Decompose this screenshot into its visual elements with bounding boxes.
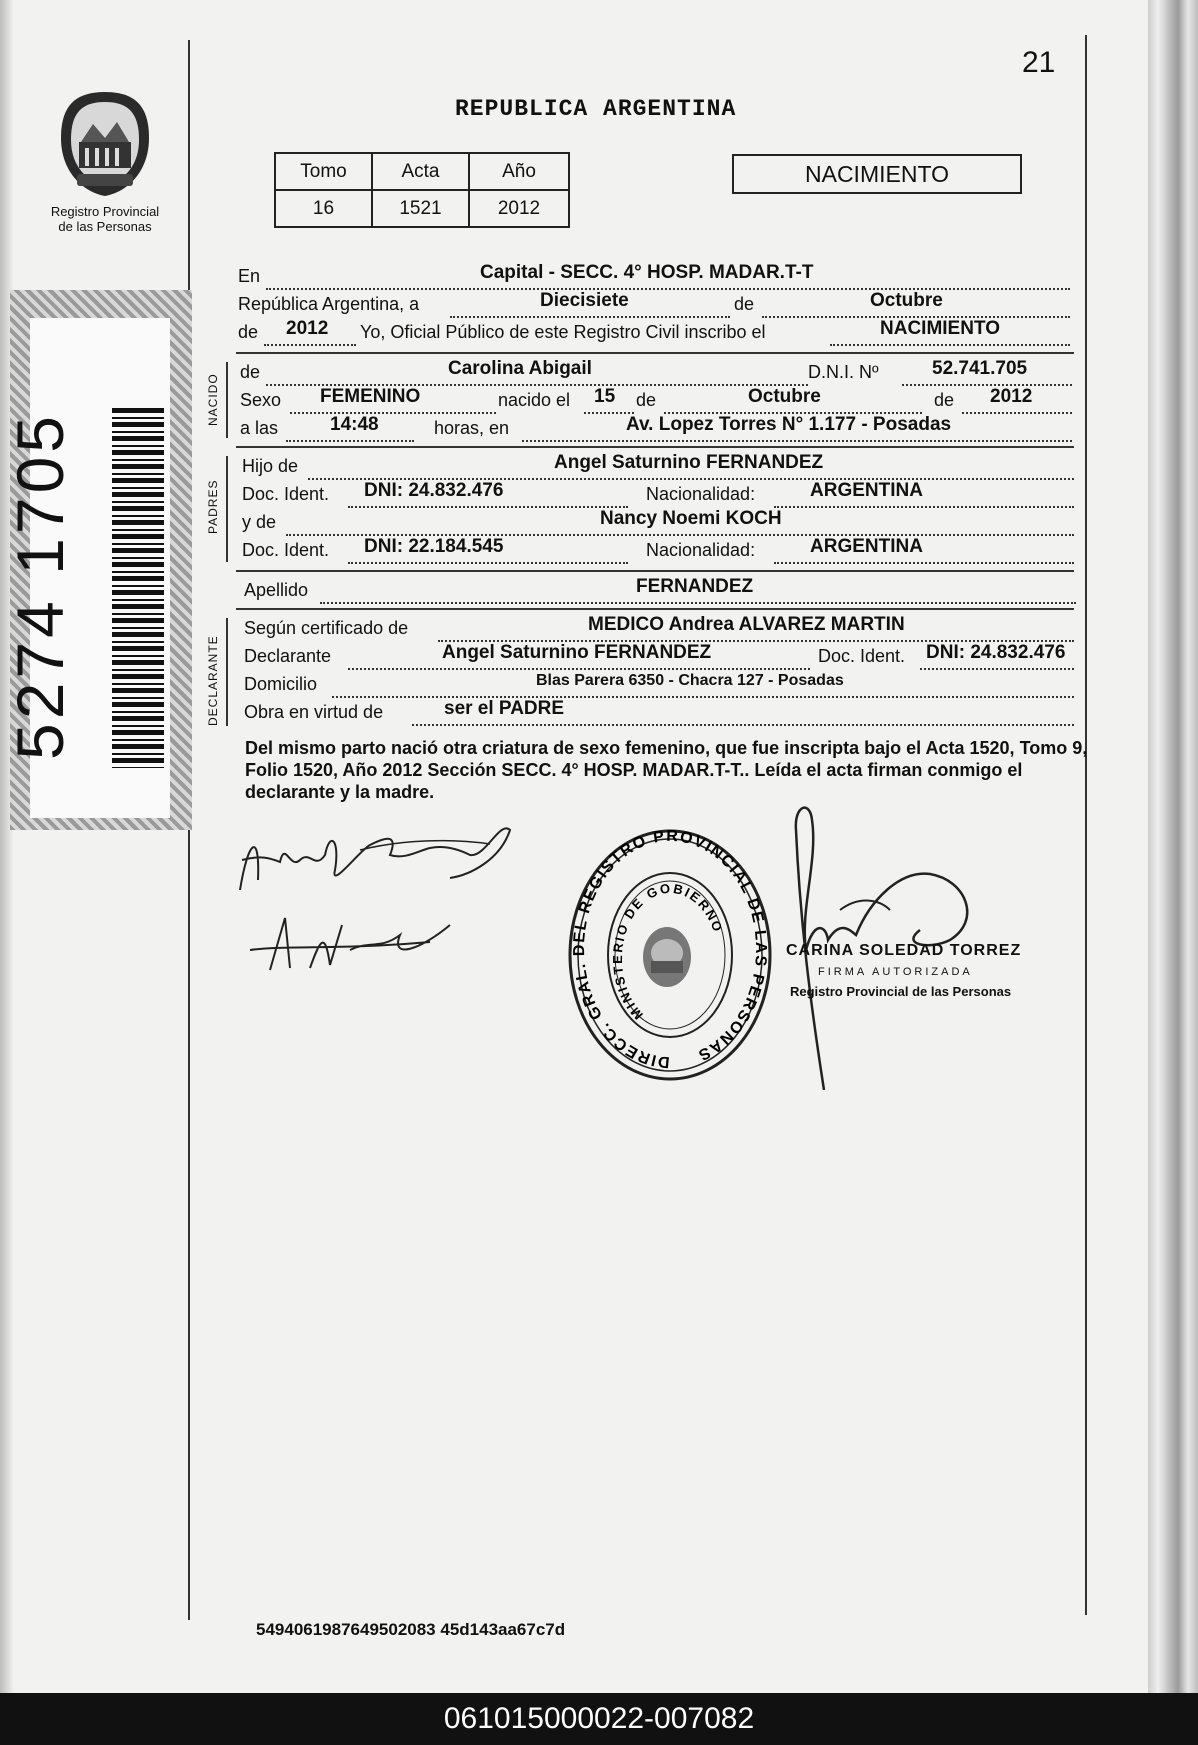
page-number: 21 — [1022, 46, 1056, 79]
label-de-month: de — [636, 390, 657, 410]
twin-birth-note: Del mismo parto nació otra criatura de sexo femenino, que fue inscripta bajo el Acta 1520, Tomo 9, Folio 1520, Año 2012 Sección SECC. 4° HOSP. MADAR.T-T.. Leída el acta firman conmigo el declarante y la madre. — [245, 738, 1088, 802]
value-mother-doc: DNI: 22.184.545 — [364, 536, 504, 557]
value-father-nationality: ARGENTINA — [810, 480, 923, 501]
value-birth-day: 15 — [594, 386, 616, 407]
value-declarante: Angel Saturnino FERNANDEZ — [442, 642, 712, 663]
logo-caption-line1: Registro Provincial — [50, 204, 160, 219]
declarant-signatures — [230, 800, 560, 980]
row-domicilio — [244, 674, 1074, 700]
label-hijo-de: Hijo de — [242, 456, 299, 476]
value-sexo: FEMENINO — [320, 386, 421, 407]
value-birth-time: 14:48 — [330, 414, 379, 435]
label-dni: D.N.I. Nº — [808, 362, 879, 382]
label-horas-en: horas, en — [434, 418, 510, 438]
official-title: FIRMA AUTORIZADA — [818, 966, 973, 978]
record-table — [274, 152, 570, 228]
label-en: En — [238, 266, 261, 286]
label-father-doc: Doc. Ident. — [242, 484, 330, 504]
row-y-de — [242, 508, 1074, 538]
document-title: REPUBLICA ARGENTINA — [455, 96, 737, 122]
value-child-name: Carolina Abigail — [448, 358, 592, 379]
label-segun-certificado: Según certificado de — [244, 618, 409, 638]
label-sexo: Sexo — [240, 390, 282, 410]
row-nacido-name — [240, 358, 1072, 388]
row-nacido-hora — [240, 414, 1072, 444]
barcode-sticker — [3, 290, 192, 830]
value-father-name: Angel Saturnino FERNANDEZ — [554, 452, 824, 473]
value-birth-place: Av. Lopez Torres N° 1.177 - Posadas — [626, 414, 952, 435]
section-label-declarante: DECLARANTE — [206, 635, 220, 726]
value-domicilio: Blas Parera 6350 - Chacra 127 - Posadas — [536, 672, 844, 689]
label-apellido: Apellido — [244, 580, 309, 600]
value-mother-nationality: ARGENTINA — [810, 536, 923, 557]
header-anio: Año — [469, 153, 569, 190]
label-domicilio: Domicilio — [244, 674, 318, 694]
label-mother-doc: Doc. Ident. — [242, 540, 330, 560]
value-year: 2012 — [286, 318, 329, 339]
row-nacido-sexo — [240, 386, 1072, 416]
value-birth-year: 2012 — [990, 386, 1033, 407]
header-tomo: Tomo — [275, 153, 372, 190]
label-yo: Yo, Oficial Público de este Registro Civil inscribo el — [360, 322, 766, 342]
label-de-birth-year: de — [934, 390, 955, 410]
scan-footer-code: 061015000022-007082 — [0, 1693, 1198, 1745]
official-organization: Registro Provincial de las Personas — [790, 984, 1012, 999]
row-apellido — [244, 576, 1076, 606]
row-republica — [238, 290, 1070, 320]
row-obra-en-virtud — [244, 698, 1074, 728]
label-father-nationality: Nacionalidad: — [646, 484, 756, 504]
page-left-shadow — [0, 0, 14, 1693]
value-child-dni: 52.741.705 — [932, 358, 1028, 379]
book-binding-edge — [1148, 0, 1198, 1693]
row-year — [238, 318, 1070, 348]
row-declarante — [244, 642, 1074, 672]
section-label-nacido: NACIDO — [206, 373, 220, 426]
value-obra-en-virtud: ser el PADRE — [444, 698, 565, 719]
value-month: Octubre — [870, 290, 943, 311]
value-anio: 2012 — [469, 190, 569, 227]
row-father-doc — [242, 480, 1074, 510]
label-a-las: a las — [240, 418, 279, 438]
value-acta: 1521 — [372, 190, 469, 227]
value-segun-certificado: MEDICO Andrea ALVAREZ MARTIN — [588, 614, 905, 635]
value-father-doc: DNI: 24.832.476 — [364, 480, 504, 501]
value-tomo: 16 — [275, 190, 372, 227]
record-table-values — [275, 190, 569, 227]
label-de-year: de — [238, 322, 259, 342]
barcode-number: 5274 1705 — [3, 412, 77, 760]
row-segun-certificado — [244, 614, 1074, 644]
label-mother-nationality: Nacionalidad: — [646, 540, 756, 560]
official-name: CARINA SOLEDAD TORREZ — [786, 942, 1022, 959]
seal-inner-text: MINISTERIO DE GOBIERNO — [610, 880, 726, 1023]
value-inscribo: NACIMIENTO — [880, 318, 1000, 339]
label-de-name: de — [240, 362, 261, 382]
seal-outer-text: DIRECC. GRAL. DEL REGISTRO PROVINCIAL DE LAS PERSONAS — [571, 827, 770, 1071]
value-apellido: FERNANDEZ — [636, 576, 754, 597]
logo-caption-line2: de las Personas — [58, 219, 152, 234]
label-de: de — [734, 294, 755, 314]
label-declarante-doc: Doc. Ident. — [818, 646, 906, 666]
barcode-bars — [112, 408, 164, 768]
value-en: Capital - SECC. 4° HOSP. MADAR.T-T — [480, 262, 814, 283]
header-acta: Acta — [372, 153, 469, 190]
row-mother-doc — [242, 536, 1074, 566]
province-seal-icon — [57, 88, 153, 200]
label-republica: República Argentina, a — [238, 294, 420, 314]
value-mother-name: Nancy Noemi KOCH — [600, 508, 782, 529]
record-type-box: NACIMIENTO — [732, 154, 1022, 194]
section-label-padres: PADRES — [206, 479, 220, 534]
label-declarante: Declarante — [244, 646, 332, 666]
barcode-label — [3, 318, 170, 818]
official-seal — [565, 825, 775, 1085]
document-hash: 5494061987649502083 45d143aa67c7d — [256, 1620, 566, 1639]
label-nacido-el: nacido el — [498, 390, 571, 410]
row-hijo-de — [242, 452, 1074, 482]
value-day: Diecisiete — [540, 290, 629, 311]
row-en — [238, 262, 1070, 292]
value-birth-month: Octubre — [748, 386, 821, 407]
left-margin-rule — [188, 40, 190, 1620]
registry-logo — [40, 88, 170, 234]
right-margin-rule — [1085, 35, 1087, 1615]
label-y-de: y de — [242, 512, 277, 532]
record-table-header — [275, 153, 569, 190]
label-obra-en-virtud: Obra en virtud de — [244, 702, 384, 722]
value-declarante-doc: DNI: 24.832.476 — [926, 642, 1066, 663]
